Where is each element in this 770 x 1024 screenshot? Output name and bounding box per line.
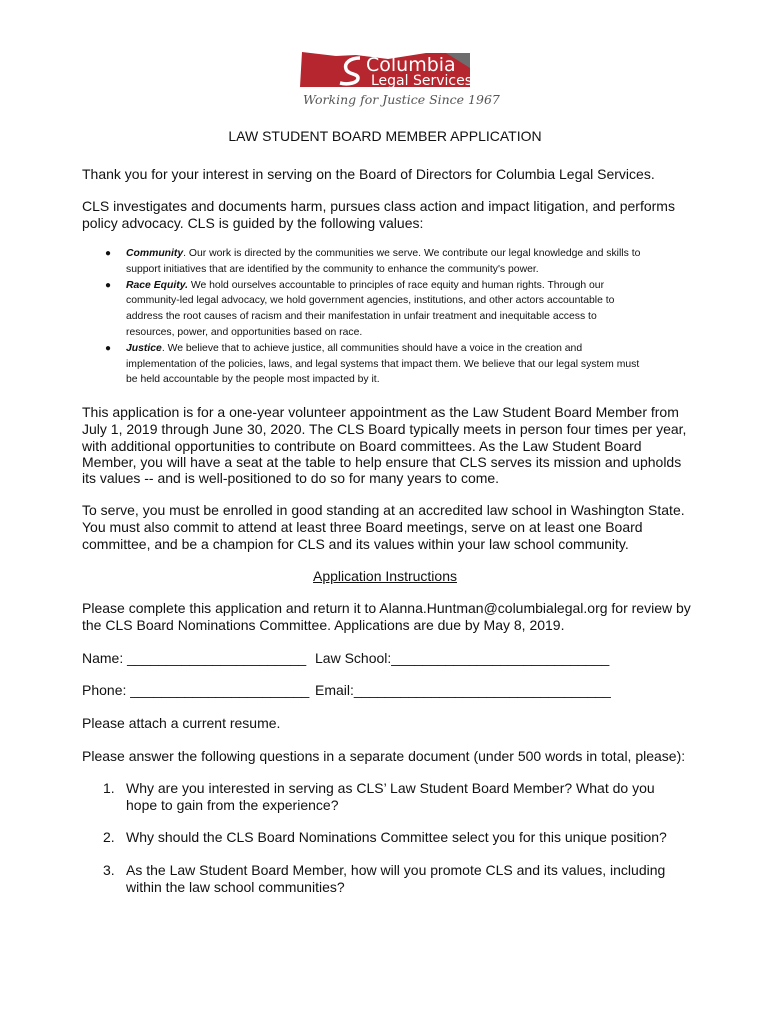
- value-text: community-led legal advocacy, we hold government agencies, institutions, and other actors accountable to: [126, 295, 615, 307]
- value-item-race-equity: [105, 278, 705, 341]
- bullet-icon: ●: [105, 248, 112, 259]
- mission-line-2: policy advocacy. CLS is guided by the following values:: [82, 215, 424, 231]
- instructions-line-1: Please complete this application and return it to Alanna.Huntman@columbialegal.org for review by: [82, 600, 691, 616]
- appointment-line-3: with additional opportunities to contribute on Board committees. As the Law Student Board: [82, 438, 642, 454]
- question-number: 3.: [103, 862, 115, 878]
- phone-field[interactable]: Phone: _______________________: [82, 682, 310, 698]
- value-text: address the root causes of racism and their manifestation in unfair treatment and inequitable access to: [126, 311, 597, 323]
- values-list: [105, 246, 705, 388]
- question-item: [103, 862, 665, 896]
- intro-paragraph: Thank you for your interest in serving on the Board of Directors for Columbia Legal Services.: [82, 166, 655, 182]
- question-number: 2.: [103, 829, 115, 845]
- value-text: resources, power, and opportunities based on race.: [126, 326, 363, 338]
- value-item-justice: [105, 341, 705, 388]
- value-text: support initiatives that are identified by the community to enhance the community's power.: [126, 263, 539, 275]
- value-term: Race Equity.: [126, 279, 188, 291]
- requirements-line-2: You must also commit to attend at least three Board meetings, serve on at least one Board: [82, 519, 643, 535]
- question-text: within the law school communities?: [126, 879, 345, 895]
- question-text: As the Law Student Board Member, how will you promote CLS and its values, including: [126, 862, 666, 878]
- questions-intro: Please answer the following questions in a separate document (under 500 words in total, please):: [82, 748, 686, 764]
- value-text: be held accountable by the people most impacted by it.: [126, 374, 380, 386]
- question-text: Why are you interested in serving as CLS’ Law Student Board Member? What do you: [126, 780, 655, 796]
- resume-note: Please attach a current resume.: [82, 715, 281, 731]
- value-text: . We believe that to achieve justice, all communities should have a voice in the creation and: [161, 342, 583, 354]
- question-text: Why should the CLS Board Nominations Committee select you for this unique position?: [126, 829, 667, 845]
- requirements-line-3: committee, and be a champion for CLS and its values within your law school community.: [82, 536, 629, 552]
- appointment-line-1: This application is for a one-year volunteer appointment as the Law Student Board Member from: [82, 404, 679, 420]
- value-text: implementation of the policies, laws, and legal systems that impact them. We believe that our legal system must: [126, 358, 640, 370]
- value-term: Justice: [126, 342, 162, 354]
- appointment-line-5: its values -- and is well-positioned to do so for many years to come.: [82, 470, 500, 486]
- email-field[interactable]: Email:_________________________________: [315, 682, 611, 698]
- logo-name-line2: Legal Services: [371, 73, 473, 89]
- mission-line-1: CLS investigates and documents harm, pursues class action and impact litigation, and performs: [82, 198, 675, 214]
- requirements-line-1: To serve, you must be enrolled in good standing at an accredited law school in Washington State.: [82, 502, 685, 518]
- question-item: [103, 829, 667, 846]
- question-item: [103, 780, 655, 814]
- appointment-line-2: July 1, 2019 through June 30, 2020. The CLS Board typically meets in person four times per year,: [82, 421, 687, 437]
- value-text: We hold ourselves accountable to principles of race equity and human rights. Through our: [187, 279, 605, 291]
- value-text: . Our work is directed by the communities we serve. We contribute our legal knowledge and skills to: [183, 248, 641, 259]
- instructions-line-2: the CLS Board Nominations Committee. Applications are due by May 8, 2019.: [82, 617, 565, 633]
- logo-name-line1: Columbia: [366, 54, 456, 76]
- instructions-heading: Application Instructions: [313, 568, 457, 584]
- question-text: hope to gain from the experience?: [126, 797, 339, 813]
- logo-tagline: Working for Justice Since 1967: [303, 92, 500, 107]
- law-school-field[interactable]: Law School:____________________________: [315, 650, 610, 666]
- bullet-icon: ●: [105, 342, 112, 354]
- name-field[interactable]: Name: _______________________: [82, 650, 307, 666]
- bullet-icon: ●: [105, 279, 112, 291]
- appointment-line-4: Member, you will have a seat at the table to help ensure that CLS serves its mission and upholds: [82, 454, 682, 470]
- question-number: 1.: [103, 780, 115, 796]
- value-item-community: [105, 246, 705, 278]
- page-title: LAW STUDENT BOARD MEMBER APPLICATION: [228, 128, 542, 144]
- value-term: Community: [126, 248, 184, 259]
